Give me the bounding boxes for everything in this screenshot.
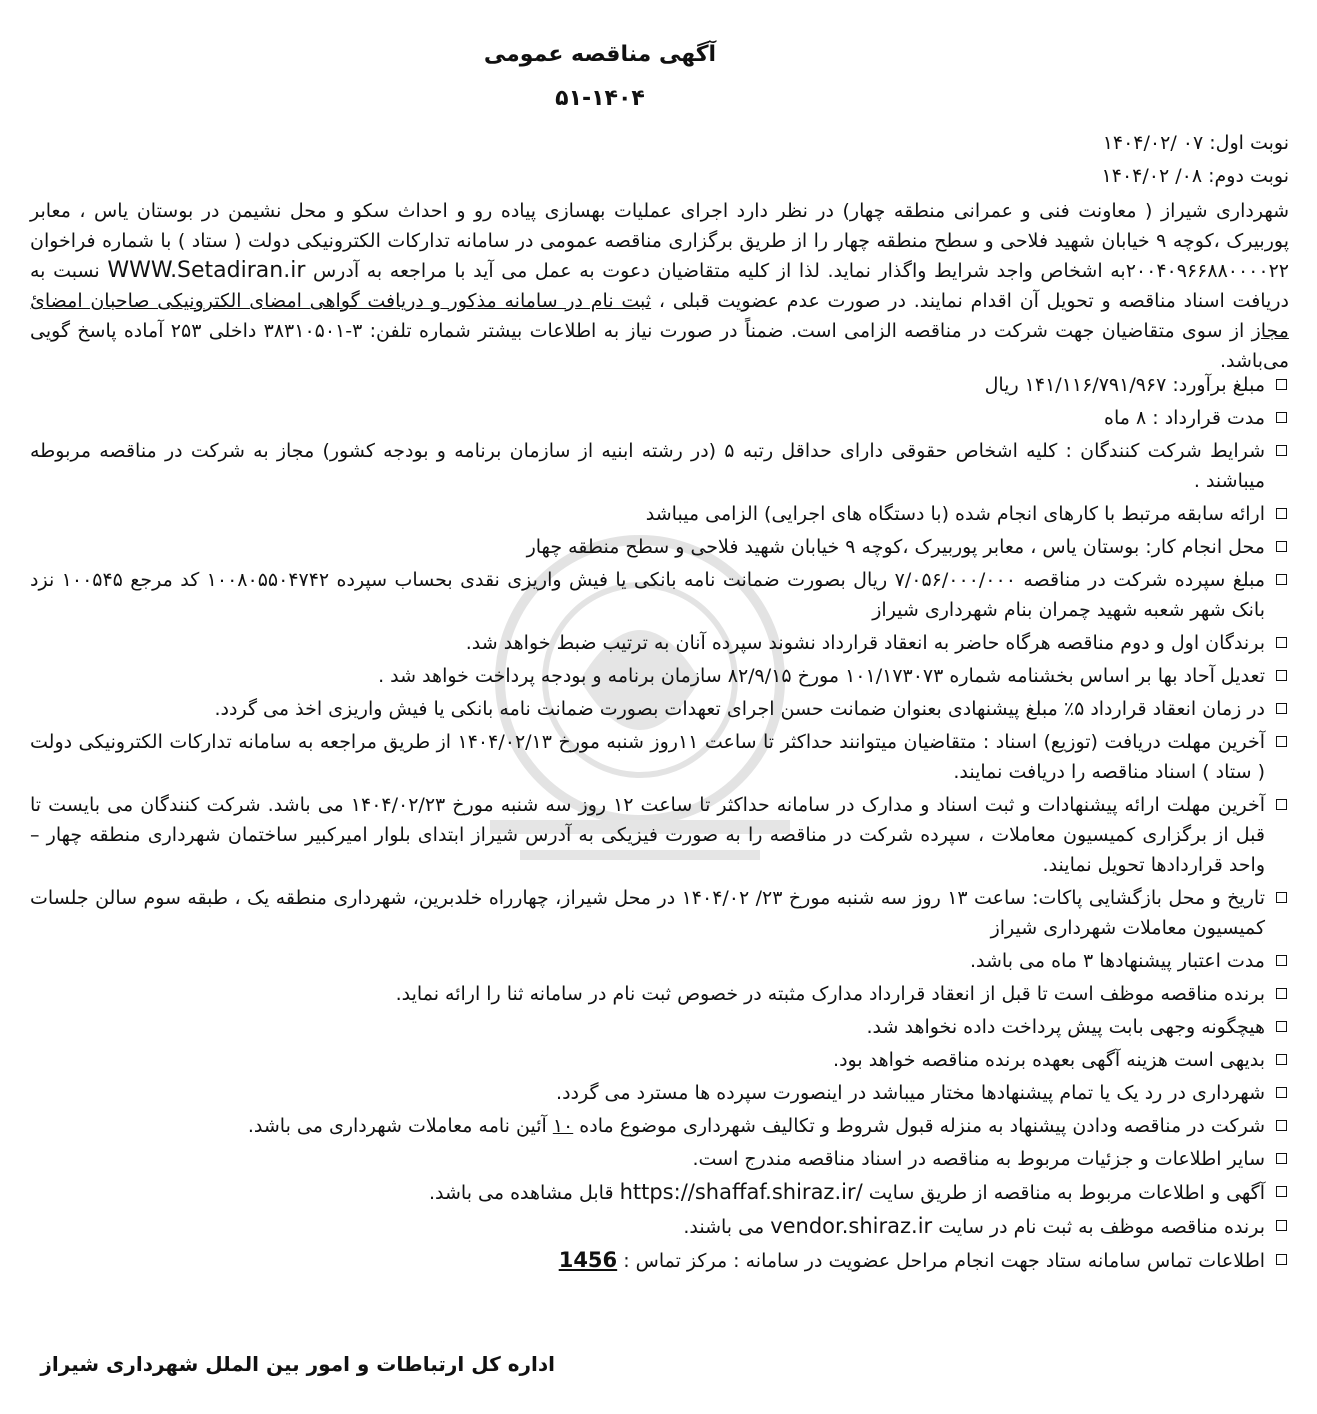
list-item: مدت اعتبار پیشنهادها ۳ ماه می باشد. bbox=[30, 946, 1289, 976]
shaffaf-link[interactable]: https://shaffaf.shiraz.ir/ bbox=[619, 1180, 863, 1204]
page-title: آگهی مناقصه عمومی bbox=[483, 42, 717, 67]
conditions-list bbox=[30, 370, 1289, 1279]
list-item-vendor bbox=[30, 1211, 1289, 1242]
site-text-after: قابل مشاهده می باشد. bbox=[428, 1182, 620, 1204]
intro-text-part3: از سوی متقاضیان جهت شرکت در مناقصه الزامی است. ضمناً در صورت نیاز به اطلاعات بیشتر شماره تلفن: ۳-۳۸۳۱۰۵۰۱ داخلی ۲۵۳ آماده پاسخ گویی می‌باشد. bbox=[30, 320, 1289, 372]
intro-text-part2: نسبت به دریافت اسناد مناقصه و تحویل آن اقدام نمایند. در صورت عدم عضویت قبلی ، bbox=[30, 260, 1290, 312]
list-item: آخرین مهلت ارائه پیشنهادات و ثبت اسناد و مدارک در سامانه حداکثر تا ساعت ۱۲ روز سه شنبه مورخ ۱۴۰۴/۰۲/۲۳ می باشد. شرکت کنندگان می بایست تا قبل از برگزاری کمیسیون معاملات ، سپرده شرکت در مناقصه را به صورت فیزیکی به آدرس شیراز ابتدای بلوار امیرکبیر ساختمان شهرداری منطقه چهار – واحد قراردادها تحویل نمایند. bbox=[30, 790, 1289, 880]
list-item: شهرداری در رد یک یا تمام پیشنهادها مختار میباشد در اینصورت سپرده ها مسترد می گردد. bbox=[30, 1078, 1289, 1108]
list-item: برنده مناقصه موظف است تا قبل از انعقاد قرارداد مدارک مثبته در خصوص ثبت نام در سامانه ثنا را ارائه نماید. bbox=[30, 979, 1289, 1009]
first-round-date: نوبت اول: ۰۷ /۱۴۰۴/۰۲ bbox=[1102, 132, 1289, 154]
intro-underlined-text: ثبت نام در سامانه مذکور و دریافت گواهی امضای الکترونیکی صاحبان امضائ مجاز bbox=[30, 290, 1289, 342]
vendor-text-after: می باشند. bbox=[683, 1216, 771, 1238]
tender-number: ۵۱-۱۴۰۴ bbox=[555, 86, 645, 111]
list-item: مبلغ برآورد: ۱۴۱/۱۱۶/۷۹۱/۹۶۷ ریال bbox=[30, 370, 1289, 400]
site-text-before: آگهی و اطلاعات مربوط به مناقصه از طریق سایت bbox=[862, 1182, 1265, 1204]
list-item: مدت قرارداد : ۸ ماه bbox=[30, 403, 1289, 433]
list-item-contact bbox=[30, 1245, 1289, 1276]
list-item-site bbox=[30, 1177, 1289, 1208]
list-item: برندگان اول و دوم مناقصه هرگاه حاضر به انعقاد قرارداد نشوند سپرده آنان به ترتیب ضبط خواهد شد. bbox=[30, 628, 1289, 658]
footer-signature: اداره کل ارتباطات و امور بین الملل شهرداری شیراز bbox=[40, 1352, 555, 1376]
list-item: آخرین مهلت دریافت (توزیع) اسناد : متقاضیان میتوانند حداکثر تا ساعت ۱۱روز شنبه مورخ ۱۴۰۴/۰۲/۱۳ از طریق مراجعه به سامانه تدارکات الکترونیکی دولت ( ستاد ) اسناد مناقصه را دریافت نمایند. bbox=[30, 727, 1289, 787]
list-item: ارائه سابقه مرتبط با کارهای انجام شده (با دستگاه های اجرایی) الزامی میباشد bbox=[30, 499, 1289, 529]
list-item: بدیهی است هزینه آگهی بعهده برنده مناقصه خواهد بود. bbox=[30, 1045, 1289, 1075]
intro-paragraph bbox=[30, 196, 1289, 376]
article-text-before: شرکت در مناقصه ودادن پیشنهاد به منزله قبول شروط و تکالیف شهرداری موضوع ماده bbox=[573, 1115, 1265, 1137]
vendor-link[interactable]: vendor.shiraz.ir bbox=[770, 1214, 933, 1238]
contact-number: 1456 bbox=[558, 1248, 618, 1272]
list-item-article bbox=[30, 1111, 1289, 1141]
second-round-date: نوبت دوم: ۰۸/ ۱۴۰۴/۰۲ bbox=[1101, 165, 1289, 187]
vendor-text-before: برنده مناقصه موظف به ثبت نام در سایت bbox=[932, 1216, 1265, 1238]
list-item: شرایط شرکت کنندگان : کلیه اشخاص حقوقی دارای حداقل رتبه ۵ (در رشته ابنیه از سازمان برنامه و بودجه کشور) مجاز به شرکت در مناقصه مربوطه میباشند . bbox=[30, 436, 1289, 496]
list-item: هیچگونه وجهی بابت پیش پرداخت داده نخواهد شد. bbox=[30, 1012, 1289, 1042]
list-item: در زمان انعقاد قرارداد ۵٪ مبلغ پیشنهادی بعنوان ضمانت حسن اجرای تعهدات بصورت ضمانت نامه بانکی یا فیش واریزی اخذ می گردد. bbox=[30, 694, 1289, 724]
list-item: تاریخ و محل بازگشایی پاکات: ساعت ۱۳ روز سه شنبه مورخ ۲۳/ ۱۴۰۴/۰۲ در محل شیراز، چهارراه خلدبرین، شهرداری منطقه یک ، طبقه سوم سالن جلسات کمیسیون معاملات شهرداری شیراز bbox=[30, 883, 1289, 943]
contact-text: اطلاعات تماس سامانه ستاد جهت انجام مراحل عضویت در سامانه : مرکز تماس : bbox=[617, 1250, 1265, 1272]
list-item-details: سایر اطلاعات و جزئیات مربوط به مناقصه در اسناد مناقصه مندرج است. bbox=[30, 1144, 1289, 1174]
article-text-after: آئین نامه معاملات شهرداری می باشد. bbox=[247, 1115, 553, 1137]
setadiran-link[interactable]: WWW.Setadiran.ir bbox=[107, 258, 306, 283]
list-item: محل انجام کار: بوستان یاس ، معابر پوربیرک ،کوچه ۹ خیابان شهید فلاحی و سطح منطقه چهار bbox=[30, 532, 1289, 562]
article-number: ۱۰ bbox=[552, 1115, 574, 1137]
list-item: مبلغ سپرده شرکت در مناقصه ۷/۰۵۶/۰۰۰/۰۰۰ ریال بصورت ضمانت نامه بانکی یا فیش واریزی نقدی بحساب سپرده ۱۰۰۸۰۵۵۰۴۷۴۲ کد مرجع ۱۰۰۵۴۵ نزد بانک شهر شعبه شهید چمران بنام شهرداری شیراز bbox=[30, 565, 1289, 625]
intro-text-part1: شهرداری شیراز ( معاونت فنی و عمرانی منطقه چهار) در نظر دارد اجرای عملیات بهسازی پیاده رو و احداث سکو و محل نشیمن در بوستان یاس ، معابر پوربیرک ،کوچه ۹ خیابان شهید فلاحی و سطح منطقه چهار را از طریق برگزاری مناقصه عمومی در سامانه تدارکات الکترونیکی دولت ( ستاد ) با شماره فراخوان ۲۰۰۴۰۹۶۶۸۸۰۰۰۰۲۲به اشخاص واجد شرایط واگذار نماید. لذا از کلیه متقاضیان دعوت به عمل می آید با مراجعه به آدرس bbox=[30, 200, 1289, 282]
list-item: تعدیل آحاد بها بر اساس بخشنامه شماره ۱۰۱/۱۷۳۰۷۳ مورخ ۸۲/۹/۱۵ سازمان برنامه و بودجه پرداخت خواهد شد . bbox=[30, 661, 1289, 691]
